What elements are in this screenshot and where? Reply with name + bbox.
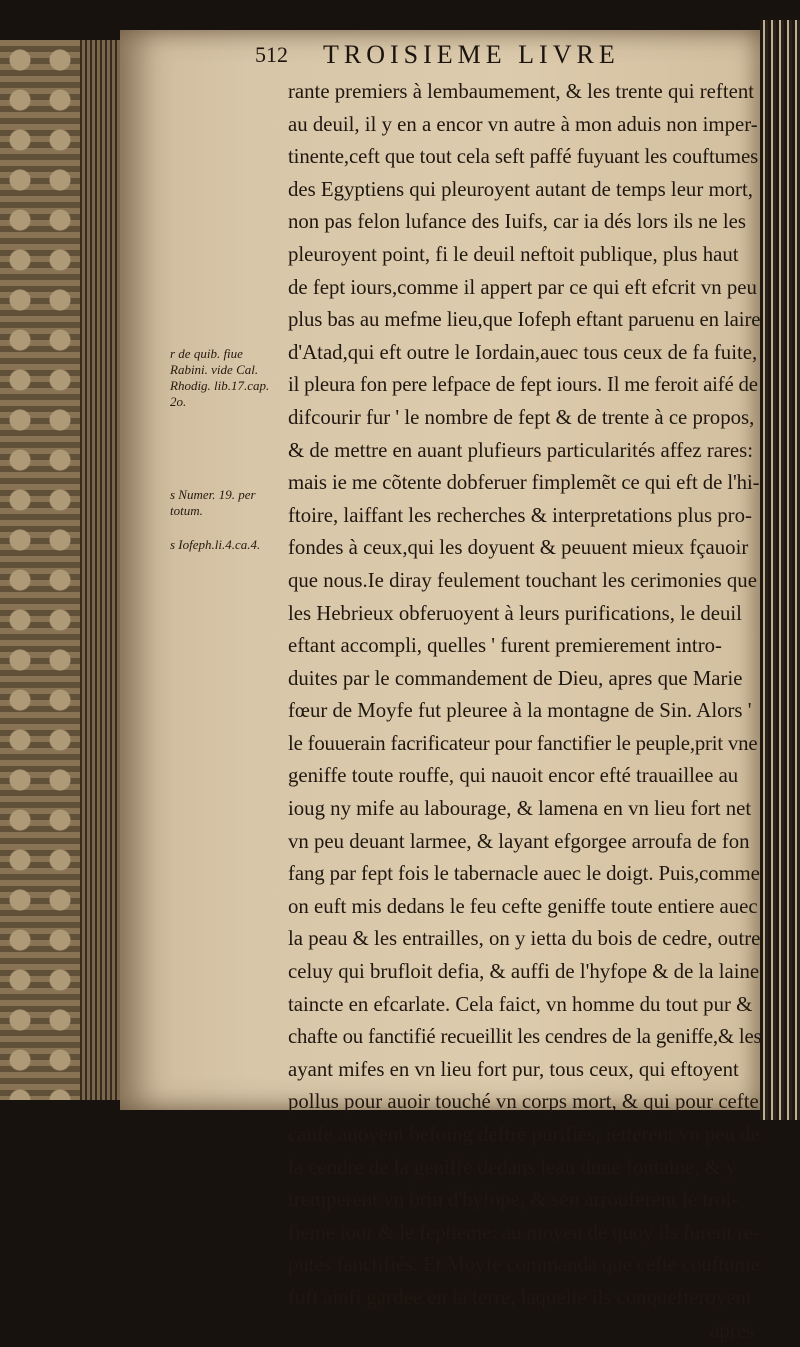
running-title: TROISIEME LIVRE [323, 40, 620, 69]
text-line: de fept iours,comme il appert par ce qui eft efcrit vn peu [288, 275, 757, 299]
text-line: taincte en efcarlate. Cela faict, vn homme du tout pur & [288, 992, 753, 1016]
text-line: difcourir fur ' le nombre de fept & de trente à ce propos, [288, 405, 755, 429]
page-header [255, 42, 755, 72]
text-line: plus bas au mefme lieu,que Iofeph eftant paruenu en laire [288, 308, 761, 332]
text-line: des Egyptiens qui pleuroyent autant de temps leur mort, [288, 177, 753, 201]
catchword: apres [710, 1318, 754, 1342]
margin-note-line: Rabini. vide Cal. [170, 362, 259, 377]
text-line: ayant mifes en vn lieu fort pur, tous ceux, qui eftoyent [288, 1057, 739, 1081]
text-line: fœur de Moyfe fut pleuree à la montagne de Sin. Alors ' [288, 699, 752, 723]
text-line: la peau & les entrailles, on y ietta du bois de cedre, outre [288, 927, 761, 951]
text-line: tinente,ceft que tout cela seft paffé fuyuant les couftumes [288, 145, 759, 169]
margin-note-2 [170, 487, 285, 519]
text-line: geniffe toute rouffe, qui nauoit encor efté trauaillee au [288, 764, 739, 788]
body-text [288, 76, 762, 1347]
text-line: que nous.Ie diray feulement touchant les cerimonies que [288, 568, 757, 592]
text-line: chafte ou fanctifié recueillit les cendres de la geniffe,& les [288, 1025, 762, 1049]
margin-note-line: r de quib. fiue [170, 346, 243, 361]
page-edge-right [760, 20, 800, 1120]
margin-note-line: totum. [170, 503, 203, 518]
text-line: les Hebrieux obferuoyent à leurs purifications, le deuil [288, 601, 742, 625]
margin-note-3 [170, 537, 285, 553]
text-line: fuft ainfi gardee en la terre, laquelle ils conquefteroyent [288, 1285, 752, 1309]
text-line: ftoire, laiffant les recherches & interpretations plus pro- [288, 503, 752, 527]
margin-note-line: s Numer. 19. per [170, 487, 256, 502]
text-line: il pleura fon pere lefpace de fept iours. Il me feroit aifé de [288, 373, 758, 397]
text-line: fieme iour & le feptieme: au moyen de quoy ils furent re- [288, 1220, 760, 1244]
text-line: au deuil, il y en a encor vn autre à mon aduis non imper- [288, 112, 758, 136]
text-line: vn peu deuant larmee, & layant efgorgee arroufa de fon [288, 829, 750, 853]
text-line: ioug ny mife au labourage, & lamena en vn lieu fort net [288, 797, 752, 821]
text-line: caufe auoyent befoing deftre purifiés, ietterent vn peu de [288, 1123, 760, 1146]
text-line: non pas felon lufance des Iuifs, car ia dés lors ils ne les [288, 210, 746, 234]
text-line: pleuroyent point, fi le deuil neftoit publique, plus haut [288, 242, 739, 266]
text-line: pollus pour auoir touché vn corps mort, & qui pour cefte [288, 1090, 759, 1114]
text-line: on euft mis dedans le feu cefte geniffe toute entiere auec [288, 894, 758, 918]
text-line: la cendre de la geniffe dedans leau dune fontaine, & y [288, 1155, 737, 1179]
text-line: eftant accompli, quelles ' furent premierement intro- [288, 634, 722, 658]
decorative-border-left [0, 40, 120, 1100]
text-line: d'Atad,qui eft outre le Iordain,auec tous ceux de fa fuite, [288, 340, 758, 364]
text-line: fondes à ceux,qui les doyuent & peuuent mieux fçauoir [288, 536, 749, 560]
page-number: 512 [255, 42, 288, 67]
margin-note-line: Rhodig. lib.17.cap. [170, 378, 270, 393]
text-line: fang par fept fois le tabernacle auec le doigt. Puis,comme [288, 862, 760, 886]
margin-note-line: 2o. [170, 394, 187, 409]
text-line: putés fanctifiés. Et Moyfe commanda que cefte couftume [288, 1253, 760, 1277]
text-line: celuy qui brufloit defia, & auffi de l'hyfope & de la laine [288, 960, 760, 984]
margin-note-line: s Iofeph.li.4.ca.4. [170, 537, 261, 552]
text-line: duites par le commandement de Dieu, apres que Marie [288, 666, 743, 690]
text-line: mais ie me cõtente dobferuer fimplemẽt ce qui eft de l'hi- [288, 471, 760, 495]
text-line: & de mettre en auant plufieurs particularités affez rares: [288, 438, 754, 462]
text-line: tremperent vn brin d'hyfope, & sen arrouferent le troi- [288, 1188, 739, 1212]
text-line: le fouuerain facrificateur pour fanctifier le peuple,prit vne [288, 731, 758, 755]
text-line: rante premiers à lembaumement, & les trente qui reftent [288, 80, 755, 103]
margin-note-1 [170, 346, 285, 410]
